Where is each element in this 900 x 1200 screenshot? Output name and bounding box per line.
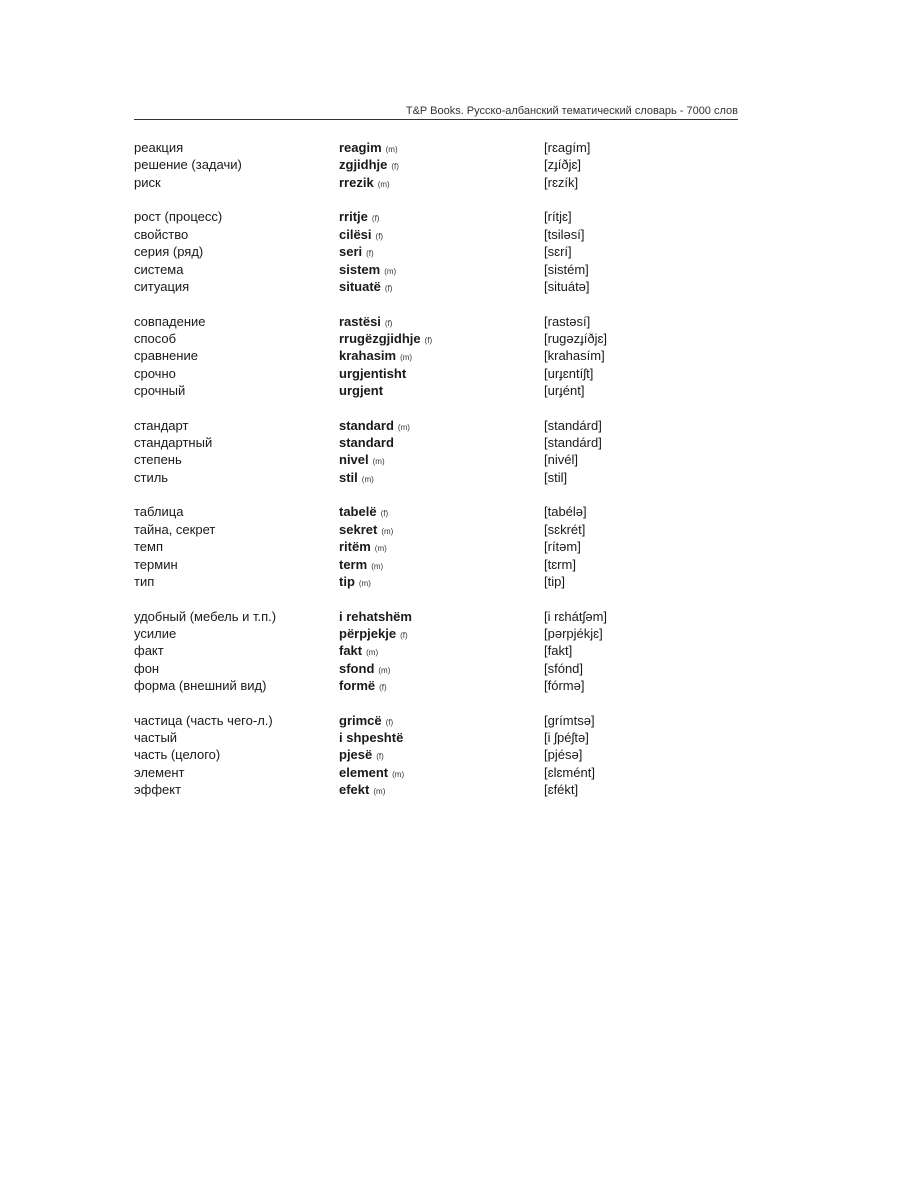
vocabulary-entry bbox=[134, 538, 754, 555]
transcription: [sfónd] bbox=[544, 660, 584, 676]
transcription: [stil] bbox=[544, 469, 568, 485]
transcription: [ɛfékt] bbox=[544, 782, 579, 798]
gender-marker: (f) bbox=[400, 630, 408, 640]
albanian-word: tip bbox=[339, 573, 355, 589]
vocabulary-entry bbox=[134, 451, 754, 468]
albanian-word: efekt bbox=[339, 782, 370, 798]
vocabulary-entry bbox=[134, 608, 754, 625]
albanian-word: reagim bbox=[339, 140, 382, 155]
albanian-word: urgjent bbox=[339, 383, 384, 399]
transcription: [urɟént] bbox=[544, 383, 585, 399]
albanian-word-cell bbox=[339, 729, 403, 746]
russian-word: стандартный bbox=[134, 435, 213, 451]
gender-marker: (f) bbox=[366, 249, 374, 259]
albanian-word: sekret bbox=[339, 521, 378, 537]
transcription: [krahasím] bbox=[544, 348, 605, 364]
albanian-word-cell bbox=[339, 365, 406, 382]
gender-marker: (m) bbox=[372, 457, 385, 467]
vocabulary-entry bbox=[134, 278, 754, 295]
gender-marker: (m) bbox=[371, 561, 384, 571]
albanian-word: standard bbox=[339, 435, 394, 451]
transcription: [tabélə] bbox=[544, 504, 587, 520]
vocabulary-entry bbox=[134, 434, 754, 451]
transcription: [sistém] bbox=[544, 261, 589, 277]
transcription: [tsiləsí] bbox=[544, 226, 585, 242]
albanian-word: përpjekje bbox=[339, 625, 397, 641]
albanian-word-cell bbox=[339, 781, 385, 800]
gender-marker: (m) bbox=[385, 145, 398, 154]
vocabulary-entry bbox=[134, 642, 754, 659]
vocabulary-entry bbox=[134, 313, 754, 330]
russian-word: степень bbox=[134, 452, 182, 468]
russian-word: факт bbox=[134, 643, 164, 659]
russian-word: удобный (мебель и т.п.) bbox=[134, 608, 277, 624]
albanian-word: situatë bbox=[339, 278, 381, 294]
russian-word: свойство bbox=[134, 226, 189, 242]
vocabulary-group bbox=[134, 139, 754, 191]
page-header bbox=[134, 104, 738, 120]
transcription: [sɛkrét] bbox=[544, 521, 586, 537]
albanian-word: rrugëzgjidhje bbox=[339, 330, 421, 346]
vocabulary-entry bbox=[134, 156, 754, 173]
albanian-word-cell bbox=[339, 573, 371, 592]
transcription: [standárd] bbox=[544, 435, 602, 451]
gender-marker: (m) bbox=[384, 266, 397, 276]
transcription: [standárd] bbox=[544, 417, 602, 433]
transcription: [rítjɛ] bbox=[544, 209, 572, 225]
gender-marker: (f) bbox=[371, 214, 380, 224]
transcription: [grímtsə] bbox=[544, 712, 595, 728]
vocabulary-group bbox=[134, 712, 754, 799]
vocabulary-entry bbox=[134, 573, 754, 590]
russian-word: таблица bbox=[134, 504, 184, 520]
albanian-word: seri bbox=[339, 244, 363, 260]
russian-word: частица (часть чего-л.) bbox=[134, 712, 273, 728]
albanian-word: fakt bbox=[339, 643, 363, 659]
vocabulary-entry bbox=[134, 677, 754, 694]
albanian-word-cell bbox=[339, 382, 383, 399]
vocabulary-entry bbox=[134, 660, 754, 677]
russian-word: способ bbox=[134, 330, 177, 346]
vocabulary-entry bbox=[134, 521, 754, 538]
albanian-word: standard bbox=[339, 417, 394, 433]
transcription: [rítəm] bbox=[544, 539, 581, 555]
albanian-word: i shpeshtë bbox=[339, 730, 404, 746]
vocabulary-entry bbox=[134, 226, 754, 243]
albanian-word: ritëm bbox=[339, 539, 371, 555]
albanian-word: formë bbox=[339, 678, 376, 694]
russian-word: термин bbox=[134, 556, 178, 572]
albanian-word: stil bbox=[339, 469, 358, 485]
vocabulary-entry bbox=[134, 764, 754, 781]
albanian-word: krahasim bbox=[339, 348, 397, 364]
vocabulary-entry bbox=[134, 469, 754, 486]
transcription: [fakt] bbox=[544, 643, 573, 659]
albanian-word-cell bbox=[339, 677, 387, 696]
vocabulary-entry bbox=[134, 729, 754, 746]
albanian-word: sistem bbox=[339, 261, 381, 277]
transcription: [rɛzík] bbox=[544, 174, 579, 190]
vocabulary-entry bbox=[134, 139, 754, 156]
vocabulary-entry bbox=[134, 382, 754, 399]
albanian-word-cell bbox=[339, 278, 392, 297]
russian-word: эффект bbox=[134, 782, 182, 798]
vocabulary-group bbox=[134, 417, 754, 487]
russian-word: ситуация bbox=[134, 278, 190, 294]
albanian-word: cilësi bbox=[339, 226, 372, 242]
albanian-word: pjesë bbox=[339, 747, 373, 763]
gender-marker: (f) bbox=[375, 231, 384, 241]
gender-marker: (f) bbox=[391, 162, 399, 172]
vocabulary-entry bbox=[134, 347, 754, 364]
albanian-word-cell bbox=[339, 434, 394, 451]
transcription: [ɛlɛmént] bbox=[544, 764, 595, 780]
russian-word: фон bbox=[134, 660, 160, 676]
transcription: [i ʃpéʃtə] bbox=[544, 730, 589, 746]
gender-marker: (m) bbox=[358, 578, 371, 588]
transcription: [pjésə] bbox=[544, 747, 583, 763]
russian-word: система bbox=[134, 261, 184, 277]
russian-word: сравнение bbox=[134, 348, 198, 364]
vocabulary-entry bbox=[134, 746, 754, 763]
russian-word: часть (целого) bbox=[134, 747, 221, 763]
russian-word: частый bbox=[134, 730, 178, 746]
vocabulary-entry bbox=[134, 261, 754, 278]
vocabulary-entry bbox=[134, 243, 754, 260]
russian-word: серия (ряд) bbox=[134, 244, 204, 260]
transcription: [situátə] bbox=[544, 278, 590, 294]
vocabulary-entry bbox=[134, 365, 754, 382]
vocabulary-group bbox=[134, 313, 754, 400]
vocabulary-entry bbox=[134, 503, 754, 520]
russian-word: срочно bbox=[134, 365, 176, 381]
gender-marker: (f) bbox=[384, 318, 393, 328]
gender-marker: (m) bbox=[377, 179, 390, 189]
gender-marker: (m) bbox=[378, 665, 391, 675]
albanian-word: rastësi bbox=[339, 313, 381, 329]
albanian-word: sfond bbox=[339, 660, 375, 676]
vocabulary-group bbox=[134, 608, 754, 695]
transcription: [tip] bbox=[544, 573, 565, 589]
russian-word: тайна, секрет bbox=[134, 521, 216, 537]
gender-marker: (f) bbox=[376, 752, 384, 762]
vocabulary-entry bbox=[134, 208, 754, 225]
transcription: [zɟíðjɛ] bbox=[544, 157, 582, 173]
vocabulary-entry bbox=[134, 625, 754, 642]
russian-word: совпадение bbox=[134, 313, 206, 329]
vocabulary-entry bbox=[134, 781, 754, 798]
vocabulary-group bbox=[134, 503, 754, 590]
transcription: [rɛagím] bbox=[544, 140, 591, 155]
albanian-word-cell bbox=[339, 608, 412, 625]
transcription: [urɟɛntíʃt] bbox=[544, 365, 594, 381]
russian-word: риск bbox=[134, 174, 161, 190]
gender-marker: (m) bbox=[374, 544, 387, 554]
albanian-word: nivel bbox=[339, 452, 369, 468]
header-title: T&P Books. Русско-албанский тематический словарь - 7000 слов bbox=[405, 105, 738, 117]
gender-marker: (f) bbox=[384, 283, 393, 293]
albanian-word: i rehatshëm bbox=[339, 608, 412, 624]
vocabulary-entry bbox=[134, 556, 754, 573]
vocabulary-entry bbox=[134, 417, 754, 434]
transcription: [rastəsí] bbox=[544, 313, 591, 329]
transcription: [tɛrm] bbox=[544, 556, 576, 572]
albanian-word: term bbox=[339, 556, 368, 572]
gender-marker: (f) bbox=[379, 683, 387, 693]
russian-word: реакция bbox=[134, 140, 184, 155]
vocabulary-entry bbox=[134, 712, 754, 729]
transcription: [fórmə] bbox=[544, 678, 585, 694]
gender-marker: (m) bbox=[381, 526, 394, 536]
russian-word: рост (процесс) bbox=[134, 209, 223, 225]
albanian-word: rrezik bbox=[339, 174, 374, 190]
russian-word: тип bbox=[134, 573, 155, 589]
albanian-word: grimcë bbox=[339, 712, 382, 728]
russian-word: решение (задачи) bbox=[134, 157, 242, 173]
russian-word: стиль bbox=[134, 469, 169, 485]
transcription: [nivél] bbox=[544, 452, 578, 468]
vocabulary-entry bbox=[134, 330, 754, 347]
gender-marker: (m) bbox=[361, 474, 374, 484]
albanian-word-cell bbox=[339, 174, 390, 193]
gender-marker: (f) bbox=[385, 717, 394, 727]
albanian-word: rritje bbox=[339, 209, 368, 225]
albanian-word: tabelë bbox=[339, 504, 377, 520]
vocabulary-entry bbox=[134, 174, 754, 191]
russian-word: элемент bbox=[134, 764, 185, 780]
vocabulary-group bbox=[134, 208, 754, 295]
gender-marker: (m) bbox=[366, 648, 379, 658]
albanian-word-cell bbox=[339, 469, 374, 488]
transcription: [sɛrí] bbox=[544, 244, 572, 260]
albanian-word: zgjidhje bbox=[339, 157, 388, 173]
transcription: [pərpjékjɛ] bbox=[544, 625, 603, 641]
transcription: [rugəzɟíðjɛ] bbox=[544, 330, 608, 346]
gender-marker: (m) bbox=[392, 769, 405, 779]
russian-word: темп bbox=[134, 539, 164, 555]
russian-word: усилие bbox=[134, 625, 177, 641]
transcription: [i rɛhátʃəm] bbox=[544, 608, 608, 624]
vocabulary-list bbox=[134, 139, 754, 816]
gender-marker: (f) bbox=[424, 335, 433, 345]
gender-marker: (m) bbox=[400, 353, 413, 363]
russian-word: форма (внешний вид) bbox=[134, 678, 267, 694]
russian-word: стандарт bbox=[134, 417, 189, 433]
gender-marker: (m) bbox=[397, 422, 410, 432]
albanian-word: urgjentisht bbox=[339, 365, 407, 381]
gender-marker: (m) bbox=[373, 787, 386, 797]
gender-marker: (f) bbox=[380, 509, 389, 519]
russian-word: срочный bbox=[134, 383, 186, 399]
albanian-word: element bbox=[339, 764, 389, 780]
